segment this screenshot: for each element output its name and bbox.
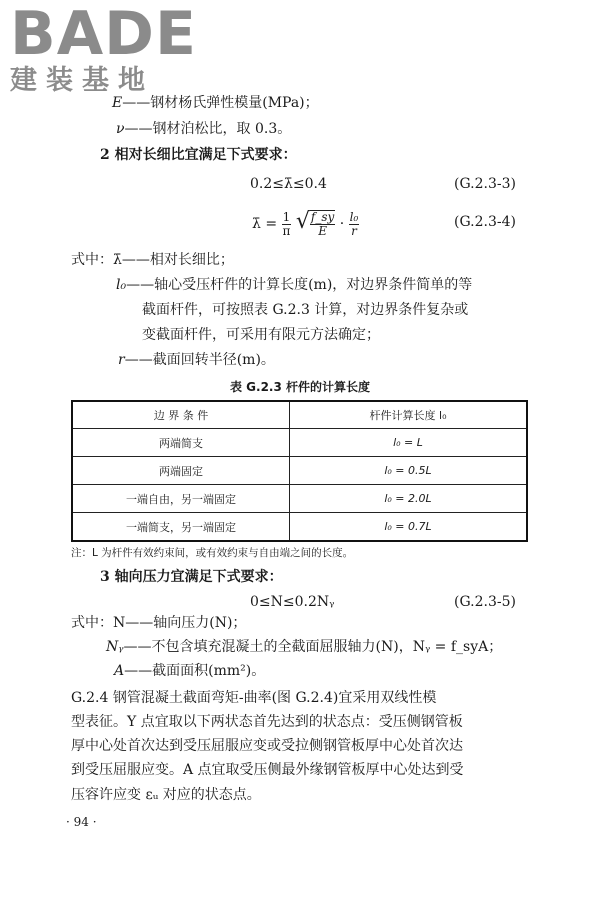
def-nu-text: ——钢材泊松比，取 0.3。 (124, 121, 292, 137)
eq4-fraction-3 (349, 211, 360, 238)
g24-line-2: 型表征。Y 点宜取以下两状态首先达到的状态点：受压侧钢管板 (71, 714, 463, 730)
table-header: 杆件计算长度 l₀ (290, 401, 528, 429)
eq4-f3-den: r (351, 223, 357, 238)
equation-5: 0≤N≤0.2Nᵧ (250, 594, 335, 610)
def-nu (116, 119, 291, 139)
eq4-fraction-1 (282, 211, 292, 238)
table-cell: l₀ = 0.5L (290, 457, 528, 485)
eq4-sqrt-den: E (318, 224, 327, 238)
table-row (72, 513, 527, 542)
var-nu: ν (116, 121, 125, 137)
table-cell: l₀ = L (290, 429, 528, 457)
eq4-dot: · (339, 216, 345, 232)
eq4-f1-den: π (282, 223, 291, 238)
where-lambda: 式中：λ̄——相对长细比； (71, 252, 234, 268)
def-A-text: ——截面面积(mm²)。 (124, 663, 266, 679)
logo-mark: BADE (10, 0, 197, 69)
var-A: A (114, 663, 125, 679)
equation-3: 0.2≤λ̄≤0.4 (250, 176, 327, 192)
eq4-f3-num: l₀ (349, 209, 359, 224)
where-N: 式中：N——轴向压力(N)； (71, 615, 247, 631)
def-A (114, 661, 265, 681)
equation-4 (252, 205, 359, 241)
def-l0-text-1: ——轴心受压杆件的计算长度(m)，对边界条件简单的等 (126, 277, 473, 293)
def-l0-text-2: 截面杆件，可按照表 G.2.3 计算，对边界条件复杂或 (142, 302, 469, 318)
def-Ny (106, 637, 502, 657)
table-row (72, 485, 527, 513)
var-l0: l₀ (116, 277, 127, 293)
item-2: 2 相对长细比宜满足下式要求： (100, 147, 297, 163)
table-cell: l₀ = 2.0L (290, 485, 528, 513)
g24-line-5: 压容许应变 εᵤ 对应的状态点。 (71, 787, 261, 803)
table-header-row (72, 401, 527, 429)
def-E (112, 93, 319, 113)
g24-line-1: G.2.4 钢管混凝土截面弯矩-曲率(图 G.2.4)宜采用双线性模 (71, 690, 437, 706)
table-header: 边 界 条 件 (72, 401, 290, 429)
g24-line-4: 到受压屈服应变。A 点宜取受压侧最外缘钢管板厚中心处达到受 (71, 762, 464, 778)
table-cell: 两端简支 (72, 429, 290, 457)
eq4-lhs: λ̄ = (252, 216, 278, 232)
logo-subtitle: 建装基地 (10, 65, 154, 96)
eq4-sqrt-num: f_sy (310, 210, 335, 224)
g24-line-3: 厚中心处首次达到受压屈服应变或受拉侧钢管板厚中心处首次达 (71, 738, 463, 754)
table-cell: 一端自由，另一端固定 (72, 485, 290, 513)
def-l0-text-3: 变截面杆件，可采用有限元方法确定； (142, 327, 380, 343)
logo (10, 0, 197, 96)
table-note: 注：L 为杆件有效约束间，或有效约束与自由端之间的长度。 (71, 547, 354, 559)
table-cell: l₀ = 0.7L (290, 513, 528, 542)
equation-5-number: (G.2.3-5) (454, 594, 516, 610)
table-cell: 两端固定 (72, 457, 290, 485)
def-r (118, 350, 275, 370)
var-E: E (112, 95, 123, 111)
var-Ny: Nᵧ (106, 639, 124, 655)
item-3: 3 轴向压力宜满足下式要求： (100, 569, 283, 585)
def-r-text: ——截面回转半径(m)。 (124, 352, 275, 368)
equation-4-number: (G.2.3-4) (454, 214, 516, 230)
table-row (72, 457, 527, 485)
def-Ny-text: ——不包含填充混凝土的全截面屈服轴力(N)，Nᵧ = f_syA； (123, 639, 503, 655)
length-table (71, 400, 528, 542)
var-r: r (118, 352, 125, 368)
def-l0 (116, 275, 472, 295)
equation-3-number: (G.2.3-3) (454, 176, 516, 192)
table-cell: 一端简支，另一端固定 (72, 513, 290, 542)
eq4-sqrt-fraction (310, 210, 335, 238)
table-caption: 表 G.2.3 杆件的计算长度 (229, 380, 371, 394)
def-E-text: ——钢材杨氏弹性模量(MPa)； (122, 95, 319, 111)
page-number: · 94 · (66, 815, 97, 829)
sqrt-icon: √ (295, 209, 310, 234)
table-row (72, 429, 527, 457)
eq4-f1-num: 1 (282, 209, 291, 224)
